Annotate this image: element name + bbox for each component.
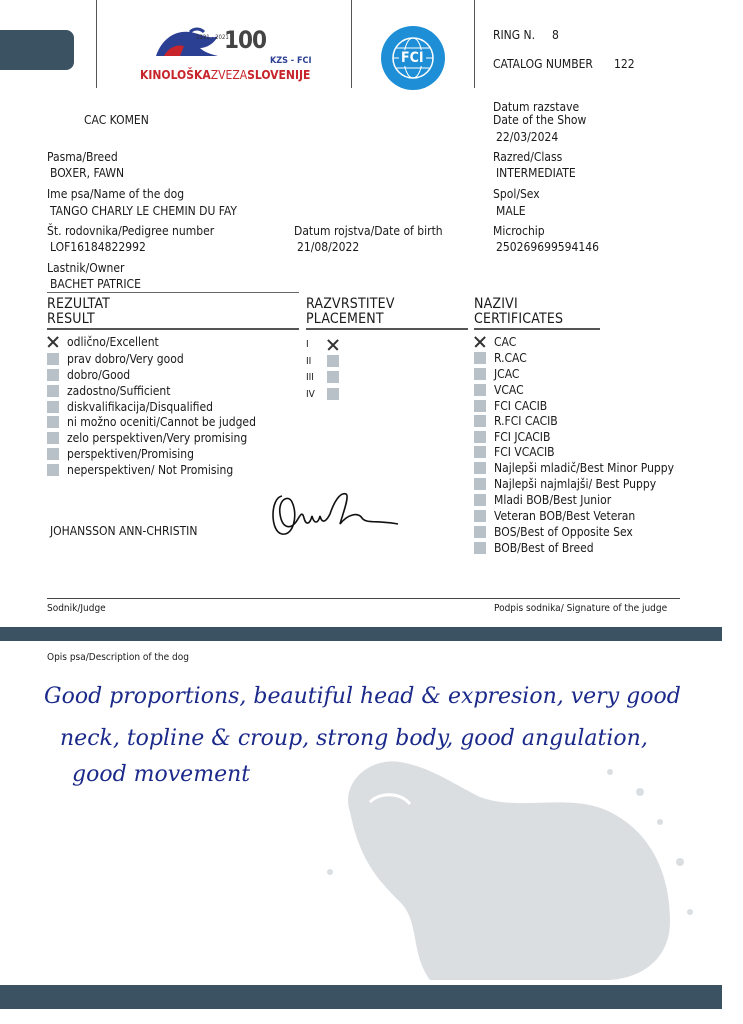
cert-item-4: FCI CACIB (494, 399, 548, 413)
cert-checkbox-9[interactable] (474, 478, 486, 490)
result-checkbox-2[interactable] (47, 369, 59, 381)
cert-checkbox-0[interactable] (474, 336, 486, 348)
ring-value: 8 (552, 28, 559, 42)
cert-checkbox-7[interactable] (474, 446, 486, 458)
cert-checkbox-1[interactable] (474, 352, 486, 364)
kzs-years: 1921 - 2021 (196, 34, 229, 41)
footer-band (0, 985, 722, 1009)
fci-logo (381, 26, 445, 90)
result-item-7: perspektiven/Promising (67, 447, 194, 461)
ring-label: RING N. (493, 28, 536, 42)
cert-checkbox-6[interactable] (474, 431, 486, 443)
cert-item-3: VCAC (494, 383, 524, 397)
kzs-name-b: ZVEZA (210, 68, 248, 82)
cert-item-1: R.CAC (494, 351, 527, 365)
sex-label: Spol/Sex (493, 187, 540, 201)
result-item-0: odlično/Excellent (67, 335, 159, 349)
cert-checkbox-10[interactable] (474, 494, 486, 506)
owner-value: BACHET PATRICE (50, 277, 141, 291)
description-line-3: good movement (72, 762, 251, 787)
judge-signature (268, 484, 408, 544)
result-item-5: ni možno oceniti/Cannot be judged (67, 415, 256, 429)
pedigree-label: Št. rodovnika/Pedigree number (47, 224, 215, 238)
result-head-rule (47, 328, 299, 330)
description-line-2: neck, topline & croup, strong body, good angulation, (60, 726, 648, 751)
show-date-label-en: Date of the Show (493, 113, 587, 127)
cert-checkbox-8[interactable] (474, 462, 486, 474)
result-head-en: RESULT (47, 311, 95, 327)
owner-underline (47, 292, 299, 293)
placement-head-rule (306, 328, 468, 330)
fci-text: FCI (401, 50, 424, 66)
dog-name-label: Ime psa/Name of the dog (47, 187, 185, 201)
cert-item-6: FCI JCACIB (494, 430, 551, 444)
result-item-8: neperspektiven/ Not Promising (67, 463, 234, 477)
section-band (0, 627, 722, 641)
cert-item-13: BOB/Best of Breed (494, 541, 594, 555)
kzs-hundred: 100 (224, 26, 267, 54)
chip-label: Microchip (493, 224, 545, 238)
cert-item-5: R.FCI CACIB (494, 414, 558, 428)
result-item-6: zelo perspektiven/Very promising (67, 431, 248, 445)
cert-checkbox-3[interactable] (474, 384, 486, 396)
class-label: Razred/Class (493, 150, 563, 164)
placement-item-1: II (306, 356, 312, 367)
result-checkbox-4[interactable] (47, 401, 59, 413)
certificates-head-sl: NAZIVI (474, 296, 518, 312)
placement-checkbox-3[interactable] (327, 388, 339, 400)
signature-label: Podpis sodnika/ Signature of the judge (494, 603, 668, 614)
kzs-logo (140, 22, 320, 84)
cert-checkbox-13[interactable] (474, 542, 486, 554)
header-divider (474, 0, 475, 88)
cert-item-10: Mladi BOB/Best Junior (494, 493, 612, 507)
dob-label: Datum rojstva/Date of birth (294, 224, 443, 238)
result-checkbox-8[interactable] (47, 464, 59, 476)
catalog-value: 122 (614, 57, 635, 71)
placement-checkbox-1[interactable] (327, 355, 339, 367)
dob-value: 21/08/2022 (297, 240, 360, 254)
header-divider (96, 0, 97, 88)
show-name: CAC KOMEN (84, 113, 149, 127)
result-item-1: prav dobro/Very good (67, 352, 184, 366)
cert-item-7: FCI VCACIB (494, 445, 555, 459)
description-label: Opis psa/Description of the dog (47, 652, 189, 663)
judge-rule (47, 598, 680, 599)
header-tab (0, 30, 74, 70)
breed-value: BOXER, FAWN (50, 166, 125, 180)
result-checkbox-3[interactable] (47, 385, 59, 397)
kzs-name-a: KINOLOŠKA (140, 68, 211, 82)
placement-checkbox-0[interactable] (327, 339, 339, 351)
dog-watermark-icon (310, 752, 710, 982)
judge-label: Sodnik/Judge (47, 603, 106, 614)
judge-name: JOHANSSON ANN-CHRISTIN (50, 524, 198, 538)
description-line-1: Good proportions, beautiful head & expresion, very good (44, 684, 681, 709)
result-checkbox-0[interactable] (47, 336, 59, 348)
kzs-name (140, 68, 310, 82)
catalog-label: CATALOG NUMBER (493, 57, 593, 71)
cert-item-8: Najlepši mladič/Best Minor Puppy (494, 461, 675, 475)
class-value: INTERMEDIATE (496, 166, 576, 180)
result-item-3: zadostno/Sufficient (67, 384, 171, 398)
placement-head-sl: RAZVRSTITEV (306, 296, 395, 312)
result-checkbox-1[interactable] (47, 353, 59, 365)
cert-checkbox-12[interactable] (474, 526, 486, 538)
kzs-name-c: SLOVENIJE (247, 68, 311, 82)
chip-value: 250269699594146 (496, 240, 600, 254)
cert-item-12: BOS/Best of Opposite Sex (494, 525, 633, 539)
result-item-4: diskvalifikacija/Disqualified (67, 400, 213, 414)
kzs-abbr: KZS - FCI (270, 56, 312, 66)
placement-item-2: III (306, 372, 314, 383)
dog-name-value: TANGO CHARLY LE CHEMIN DU FAY (50, 204, 237, 218)
result-checkbox-5[interactable] (47, 416, 59, 428)
cert-checkbox-2[interactable] (474, 368, 486, 380)
result-checkbox-7[interactable] (47, 448, 59, 460)
result-item-2: dobro/Good (67, 368, 131, 382)
placement-item-3: IV (306, 389, 315, 400)
placement-item-0: I (306, 339, 309, 350)
certificates-head-en: CERTIFICATES (474, 311, 564, 327)
show-date-label-sl: Datum razstave (493, 100, 580, 114)
cert-item-9: Najlepši najmlajši/ Best Puppy (494, 477, 657, 491)
certificates-head-rule (474, 328, 600, 330)
sex-value: MALE (496, 204, 526, 218)
placement-checkbox-2[interactable] (327, 371, 339, 383)
cert-item-0: CAC (494, 335, 517, 349)
result-checkbox-6[interactable] (47, 432, 59, 444)
cert-item-11: Veteran BOB/Best Veteran (494, 509, 636, 523)
placement-head-en: PLACEMENT (306, 311, 384, 327)
header-divider (351, 0, 352, 88)
cert-checkbox-4[interactable] (474, 400, 486, 412)
pedigree-value: LOF16184822992 (50, 240, 146, 254)
cert-checkbox-5[interactable] (474, 415, 486, 427)
cert-checkbox-11[interactable] (474, 510, 486, 522)
cert-item-2: JCAC (494, 367, 520, 381)
kzs-lion-icon (154, 26, 224, 62)
breed-label: Pasma/Breed (47, 150, 118, 164)
show-date-value: 22/03/2024 (496, 130, 559, 144)
result-head-sl: REZULTAT (47, 296, 111, 312)
owner-label: Lastnik/Owner (47, 261, 125, 275)
